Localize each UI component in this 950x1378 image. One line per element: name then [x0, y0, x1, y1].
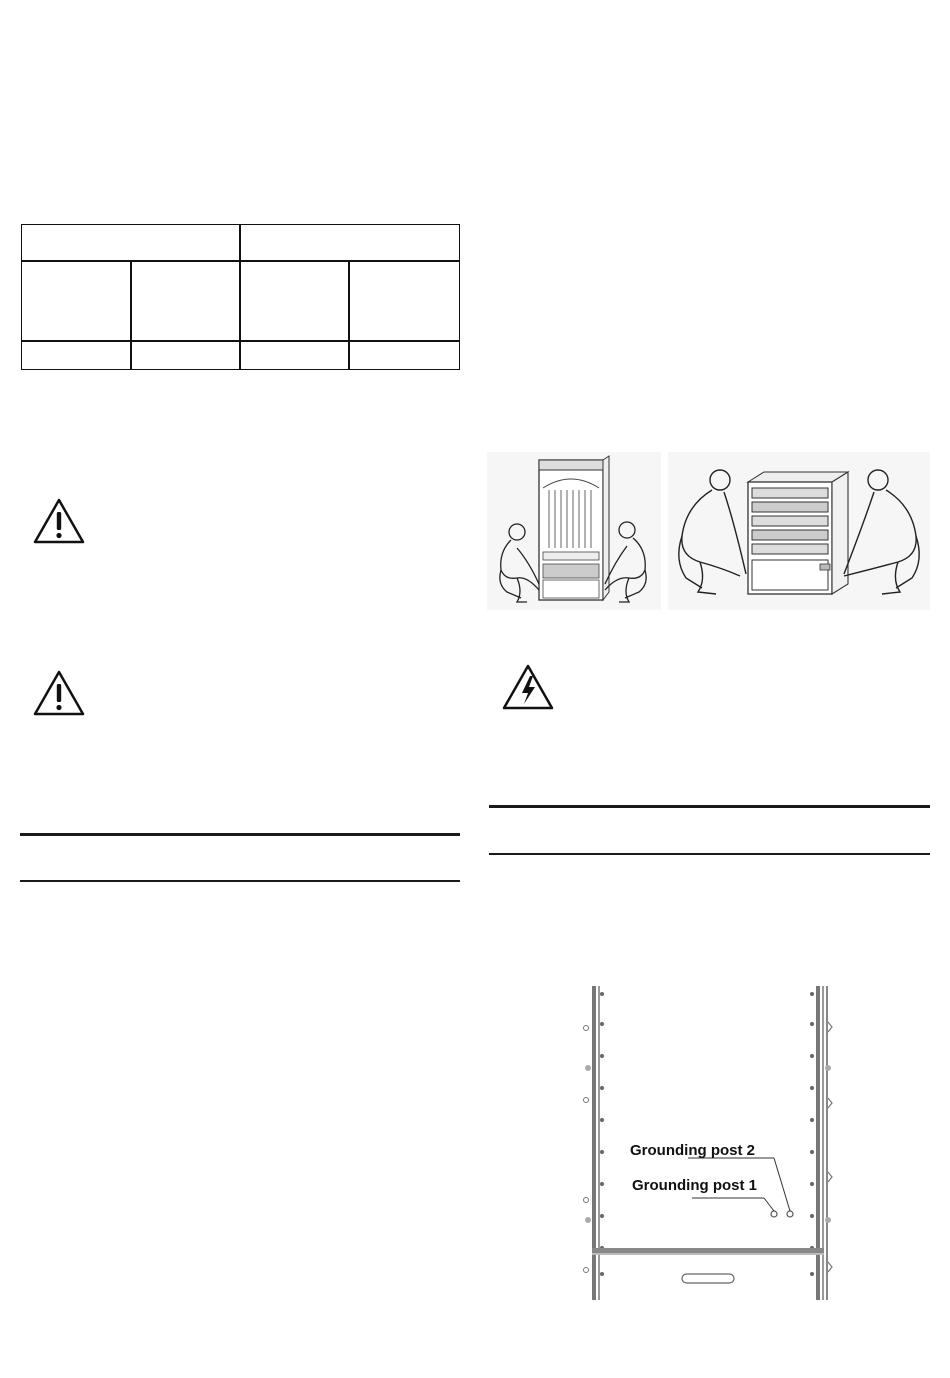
lifting-chassis-illustration-2 — [668, 452, 930, 610]
table-cell — [21, 260, 132, 342]
caution-triangle-icon — [32, 497, 86, 545]
rack-grounding-figure — [578, 982, 838, 1302]
lifting-chassis-illustration-1 — [487, 452, 661, 610]
table-cell — [239, 340, 350, 370]
section-rule-bottom-right — [489, 853, 930, 855]
table-header-cell — [21, 224, 241, 262]
table-cell — [130, 260, 241, 342]
high-voltage-triangle-icon — [501, 663, 555, 711]
table-header-cell — [239, 224, 460, 262]
table-cell — [348, 260, 460, 342]
grounding-post-1-label: Grounding post 1 — [632, 1177, 757, 1194]
caution-triangle-icon — [32, 669, 86, 717]
table-cell — [348, 340, 460, 370]
table-cell — [239, 260, 350, 342]
table-cell — [21, 340, 132, 370]
grounding-post-2-label: Grounding post 2 — [630, 1142, 755, 1159]
table-cell — [130, 340, 241, 370]
section-rule-top-left — [20, 833, 460, 836]
spec-table — [21, 224, 460, 370]
section-rule-top-right — [489, 805, 930, 808]
section-rule-bottom-left — [20, 880, 460, 882]
